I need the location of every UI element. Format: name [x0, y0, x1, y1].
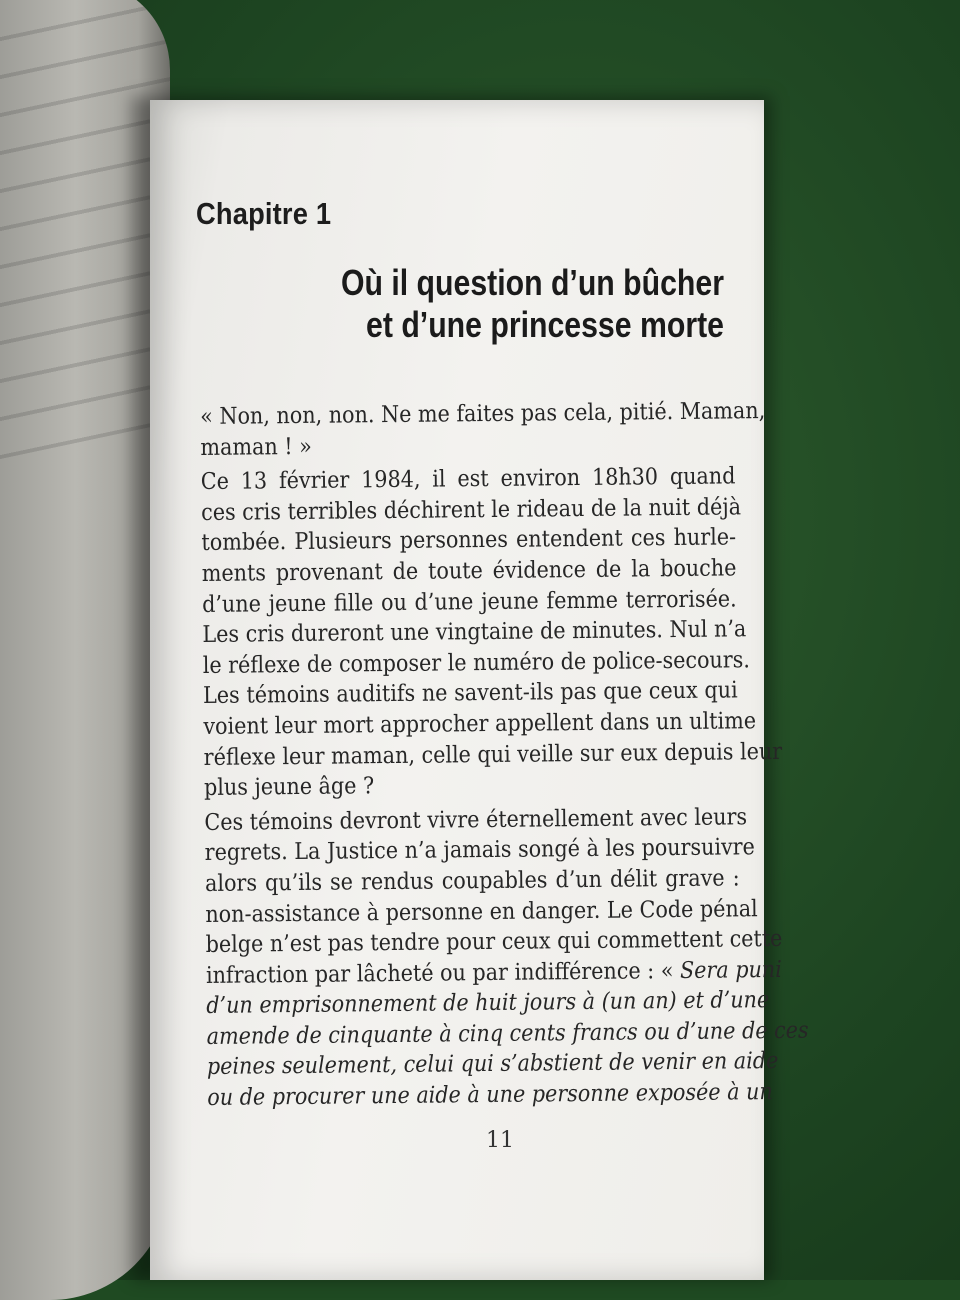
body-line: ces cris terribles déchirent le rideau de la nuit déjà	[201, 494, 742, 526]
body-line: ou de procurer une aide à une personne exposée à un	[207, 1079, 773, 1112]
body-line: ments provenant de toute évidence de la bouche	[201, 555, 737, 587]
chapter-title-line: et d’une princesse morte	[366, 304, 724, 345]
chapter-label: Chapitre 1	[196, 196, 332, 231]
body-line: amende de cinquante à cinq cents francs ou d’une de ces	[206, 1017, 809, 1050]
chapter-title-line: Où il question d’un bûcher	[340, 262, 724, 303]
body-line: le réflexe de composer le numéro de police-secours.	[202, 647, 751, 679]
body-line: plus jeune âge ?	[203, 773, 375, 802]
body-line: réflexe leur maman, celle qui veille sur eux depuis leur	[203, 738, 783, 771]
body-line: d’une jeune fille ou d’une jeune femme terrorisée.	[201, 585, 737, 618]
body-text	[200, 396, 809, 1113]
body-line: voient leur mort approcher appellent dans un ultime	[203, 708, 757, 740]
body-line: Les témoins auditifs ne savent-ils pas que ceux qui	[202, 677, 738, 710]
body-line-italic: Sera puni	[679, 956, 782, 984]
page-number: 11	[486, 1128, 514, 1153]
body-line: alors qu’ils se rendus coupables d’un délit grave :	[204, 865, 740, 897]
body-line-roman: infraction par lâcheté ou par indifférence : «	[205, 957, 681, 989]
chapter-title	[287, 262, 724, 346]
body-line: belge n’est pas tendre pour ceux qui commettent cette	[205, 926, 783, 959]
body-line: peines seulement, celui qui s’abstient de venir en aide	[206, 1048, 779, 1081]
body-line: maman ! »	[200, 433, 313, 461]
body-line: tombée. Plusieurs personnes entendent ces hurle-	[201, 524, 737, 557]
body-line: d’un emprisonnement de huit jours à (un an) et d’une	[206, 987, 770, 1020]
body-line: Ces témoins devront vivre éternellement avec leurs	[204, 804, 748, 836]
body-line: Les cris dureront une vingtaine de minutes. Nul n’a	[202, 616, 747, 649]
body-line: non-assistance à personne en danger. Le Code pénal	[205, 895, 758, 928]
body-line: regrets. La Justice n’a jamais songé à les poursuivre	[204, 834, 755, 867]
body-line: Ce 13 février 1984, il est environ 18h30 quand	[200, 463, 736, 496]
body-line: « Non, non, non. Ne me faites pas cela, pitié. Maman,	[200, 398, 766, 430]
